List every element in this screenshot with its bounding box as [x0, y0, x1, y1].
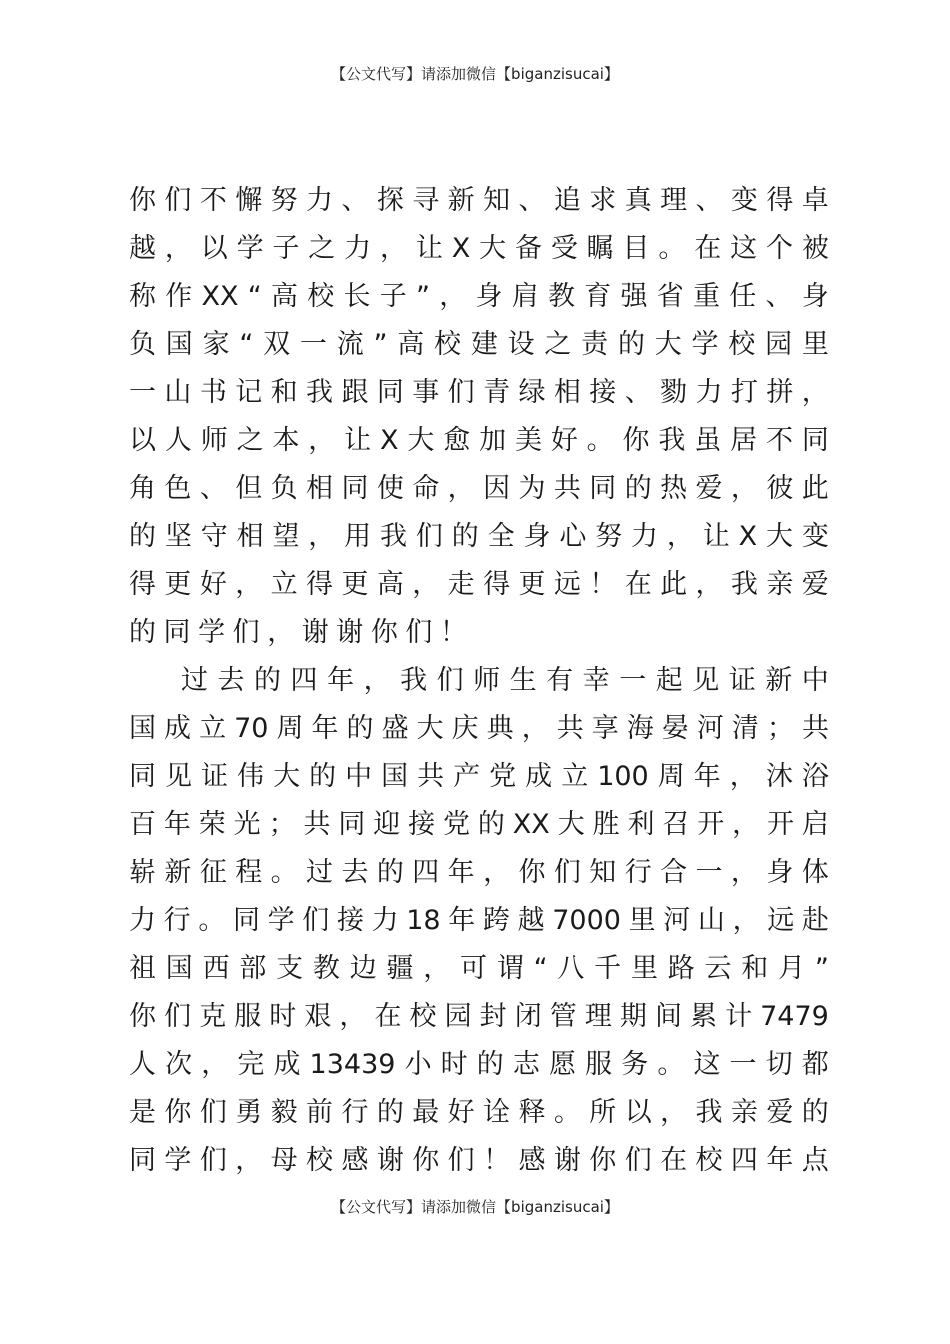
- text-line: 过 去 的 四 年 ， 我 们 师 生 有 幸 一 起 见 证 新 中: [181, 665, 829, 696]
- text-line: 称 作 XX “ 高 校 长 子 ” ， 身 肩 教 育 强 省 重 任 、 身: [129, 281, 829, 312]
- text-line: 得 更 好 ， 立 得 更 高 ， 走 得 更 远 ！ 在 此 ， 我 亲 爱: [129, 569, 829, 600]
- text-line: 同 学 们 ， 母 校 感 谢 你 们 ！ 感 谢 你 们 在 校 四 年 点: [129, 1145, 829, 1176]
- text-line: 是 你 们 勇 毅 前 行 的 最 好 诠 释 。 所 以 ， 我 亲 爱 的: [129, 1097, 829, 1128]
- text-line: 你 们 克 服 时 艰 ， 在 校 园 封 闭 管 理 期 间 累 计 7479: [129, 1001, 829, 1032]
- text-line: 角 色 、 但 负 相 同 使 命 ， 因 为 共 同 的 热 爱 ， 彼 此: [129, 473, 829, 504]
- text-line: 百 年 荣 光 ； 共 同 迎 接 党 的 XX 大 胜 利 召 开 ， 开 启: [129, 809, 829, 840]
- page-footer: 【公文代写】请添加微信【biganzisucai】: [331, 1198, 619, 1216]
- body-text: [129, 177, 829, 1185]
- text-line: 以 人 师 之 本 ， 让 X 大 愈 加 美 好 。 你 我 虽 居 不 同: [129, 425, 829, 456]
- text-line: 的 同 学 们 ， 谢 谢 你 们 ！: [129, 617, 467, 648]
- text-line: 祖 国 西 部 支 教 边 疆 ， 可 谓 “ 八 千 里 路 云 和 月 ”: [129, 953, 829, 984]
- text-line: 你 们 不 懈 努 力 、 探 寻 新 知 、 追 求 真 理 、 变 得 卓: [129, 185, 829, 216]
- text-line: 国 成 立 70 周 年 的 盛 大 庆 典 ， 共 享 海 晏 河 清 ； 共: [129, 713, 829, 744]
- text-line: 人 次 ， 完 成 13439 小 时 的 志 愿 服 务 。 这 一 切 都: [129, 1049, 829, 1080]
- text-line: 一 山 书 记 和 我 跟 同 事 们 青 绿 相 接 、 勠 力 打 拼 ，: [129, 377, 829, 408]
- text-line: 的 坚 守 相 望 ， 用 我 们 的 全 身 心 努 力 ， 让 X 大 变: [129, 521, 829, 552]
- text-line: 崭 新 征 程 。 过 去 的 四 年 ， 你 们 知 行 合 一 ， 身 体: [129, 857, 829, 888]
- text-line: 力 行 。 同 学 们 接 力 18 年 跨 越 7000 里 河 山 ， 远 赴: [129, 905, 829, 936]
- text-line: 同 见 证 伟 大 的 中 国 共 产 党 成 立 100 周 年 ， 沐 浴: [129, 761, 829, 792]
- text-line: 越 ， 以 学 子 之 力 ， 让 X 大 备 受 瞩 目 。 在 这 个 被: [129, 233, 829, 264]
- text-line: 负 国 家 “ 双 一 流 ” 高 校 建 设 之 责 的 大 学 校 园 里: [129, 329, 829, 360]
- page-header: 【公文代写】请添加微信【biganzisucai】: [331, 65, 619, 83]
